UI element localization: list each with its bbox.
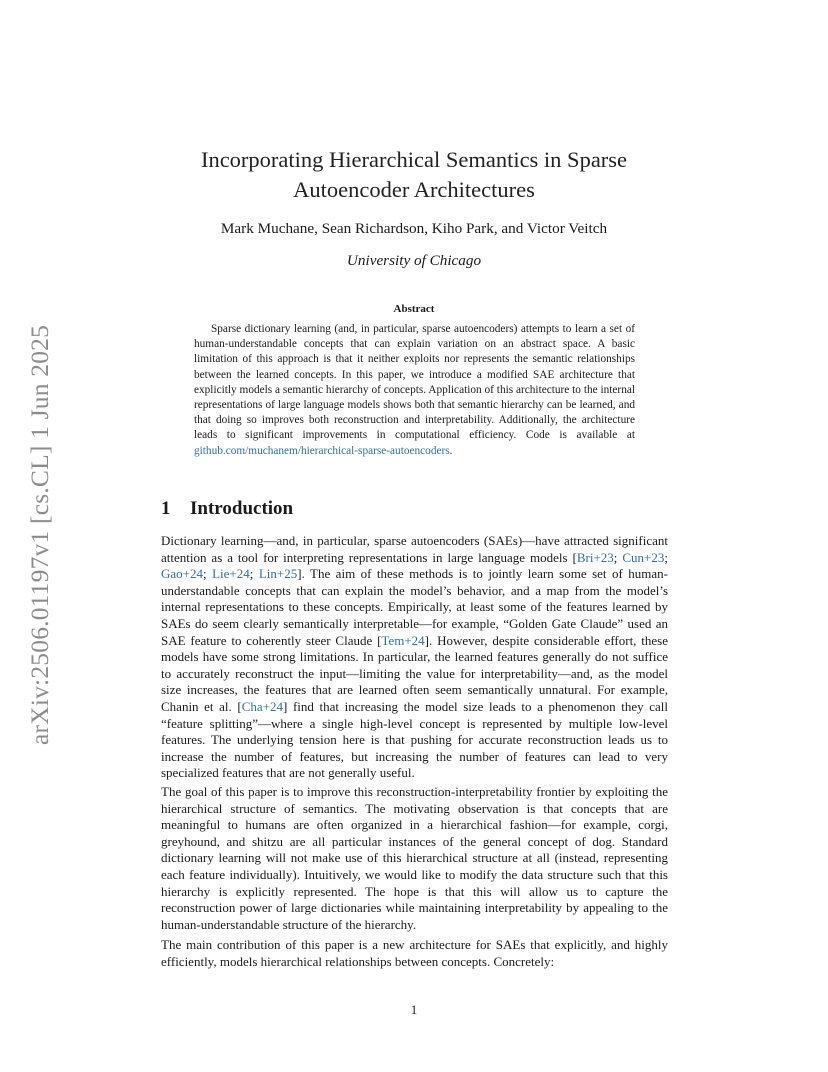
- section-heading: [161, 498, 293, 520]
- section-title: Introduction: [190, 498, 294, 519]
- p1-sep-3: ;: [203, 566, 213, 582]
- citation-link[interactable]: Cha+24: [241, 698, 284, 714]
- citation-link[interactable]: Bri+23: [576, 549, 614, 565]
- citation-link[interactable]: Lin+25: [258, 566, 298, 582]
- abstract-text: Sparse dictionary learning (and, in particular, sparse autoencoders) attempts to learn a set of human-understandable concepts that can explain variation on an abstract space. A basic limitation of this approach is that it neither exploits nor represents the semantic relationships between the learned concepts. In this paper, we introduce a modified SAE architecture that explicitly models a semantic hierarchy of concepts. Application of this architecture to the internal representations of large language models shows both that semantic hierarchy can be learned, and that doing so improves both reconstruction and interpretability. Additionally, the architecture leads to significant improvements in computational efficiency. Code is available at: [194, 323, 635, 442]
- abstract-heading: Abstract: [393, 303, 435, 315]
- title-line-1: Incorporating Hierarchical Semantics in Sparse: [200, 147, 628, 172]
- code-repo-link[interactable]: github.com/muchanem/hierarchical-sparse-autoencoders: [194, 444, 450, 457]
- author-list: Mark Muchane, Sean Richardson, Kiho Park, and Victor Veitch: [220, 220, 608, 237]
- section-number: 1: [161, 498, 171, 519]
- intro-paragraph-3: The main contribution of this paper is a new architecture for SAEs that explicitly, and highly efficiently, models hierarchical relationships between concepts. Concretely:: [161, 937, 668, 969]
- abstract-end: .: [449, 444, 453, 457]
- p1-text-4: ] find that increasing the model size leads to a phenomenon they call “feature splitting”—where a single high-level concept is represented by multiple low-level features. The underlying tension here is that pushing for accurate reconstruction leads us to increase the number of features, but increasing the number of features can lead to very specialized features that are not generally useful.: [161, 698, 668, 781]
- p1-text-2: ]. The aim of these methods is to jointly learn some set of human-understandable concepts that can explain the model’s behavior, and a map from the model’s internal representations to these concepts. Empirically, at least some of the features learned by SAEs do seem clearly semantically interpretable—for example, “Golden Gate Claude” used an SAE feature to coherently steer Claude [: [161, 566, 668, 648]
- citation-link[interactable]: Tem+24: [381, 632, 425, 648]
- abstract-body: [194, 322, 635, 459]
- intro-paragraph-2: The goal of this paper is to improve this reconstruction-interpretability frontier by exploiting the hierarchical structure of semantics. The motivating observation is that concepts that are meaningful to humans are often organized in a hierarchical fashion—for example, corgi, greyhound, and shitzu are all particular instances of the general concept of dog. Standard dictionary learning will not make use of this hierarchical structure at all (instead, representing each feature individually). Intuitively, we would like to modify the data structure such that this hierarchy is explicitly represented. The hope is that this will allow us to capture the reconstruction power of large dictionaries while maintaining interpretability by appealing to the human-understandable structure of the hierarchy.: [161, 784, 668, 932]
- p1-sep-2: ;: [664, 549, 668, 565]
- citation-link[interactable]: Cun+23: [622, 549, 665, 565]
- p1-sep-1: ;: [613, 549, 623, 565]
- page-number: 1: [410, 1002, 418, 1017]
- p1-sep-4: ;: [249, 566, 259, 582]
- citation-link[interactable]: Lie+24: [212, 566, 250, 582]
- p1-text-3: ]. However, despite considerable effort, these models have some strong limitations. In particular, the learned features generally do not suffice to accurately reconstruct the input—limiting the value for interpretability—and, as the model size increases, the features that are learned often seem semantically unnatural. For example, Chanin et al. [: [161, 632, 668, 714]
- title-line-2: Autoencoder Architectures: [293, 177, 535, 202]
- affiliation: University of Chicago: [346, 252, 482, 269]
- p1-text-1: Dictionary learning—and, in particular, sparse autoencoders (SAEs)—have attracted significant attention as a tool for interpreting representations in large language models [: [161, 533, 668, 565]
- citation-link[interactable]: Gao+24: [161, 566, 203, 582]
- intro-paragraph-1: [161, 533, 668, 782]
- arxiv-identifier: arXiv:2506.01197v1 [cs.CL] 1 Jun 2025: [25, 324, 54, 746]
- paper-title: [160, 145, 668, 205]
